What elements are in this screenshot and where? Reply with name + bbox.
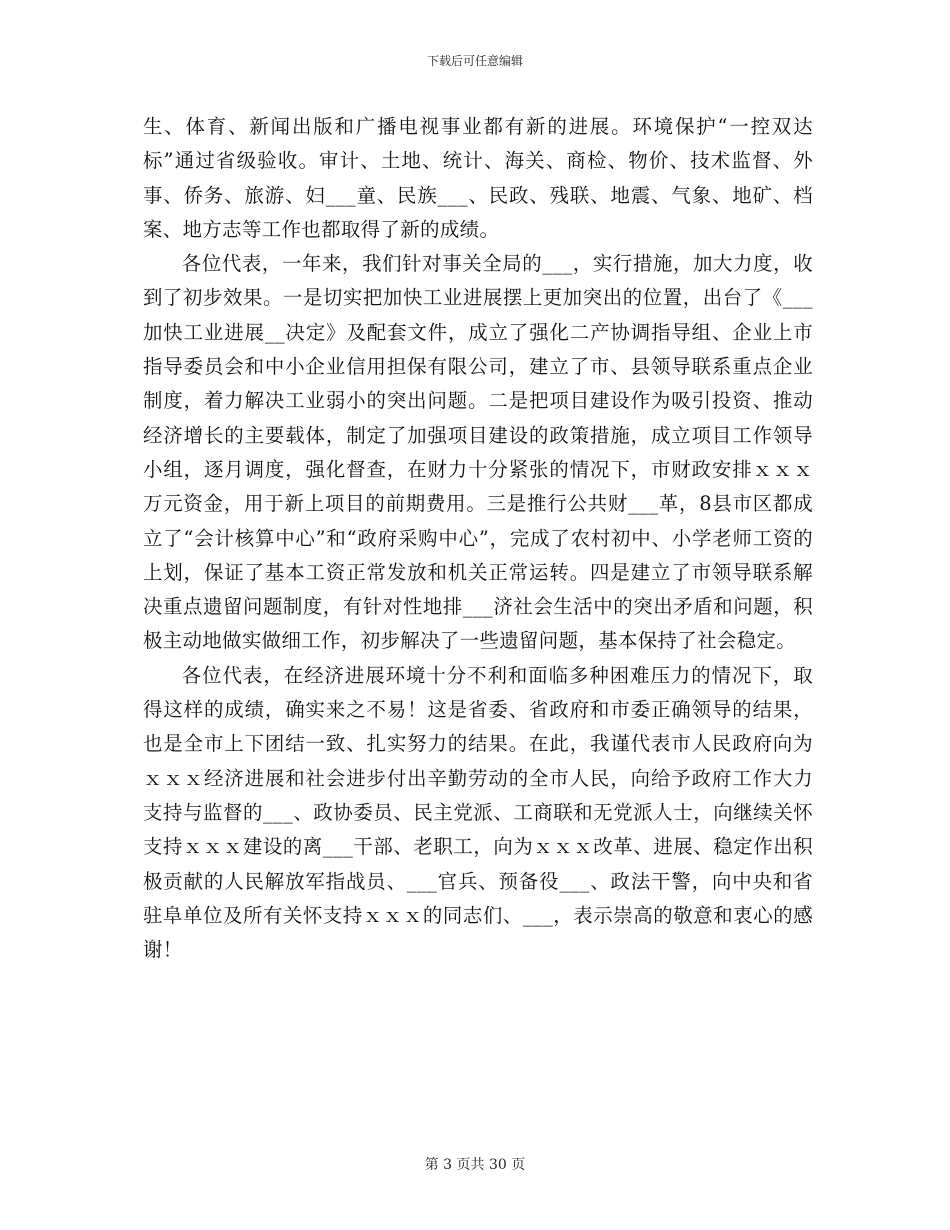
document-body [143, 110, 813, 967]
paragraph-2: 各位代表，一年来，我们针对事关全局的___，实行措施，加大力度，收到了初步效果。一是切实把加快工业进展摆上更加突出的位置，出台了《___加快工业进展__决定》及配套文件，成立了强化二产协调指导组、企业上市指导委员会和中小企业信用担保有限公司，建立了市、县领导联系重点企业制度，着力解决工业弱小的突出问题。二是把项目建设作为吸引投资、推动经济增长的主要载体，制定了加强项目建设的政策措施，成立项目工作领导小组，逐月调度，强化督查，在财力十分紧张的情况下，市财政安排ｘｘｘ万元资金，用于新上项目的前期费用。三是推行公共财___革，8县市区都成立了“会计核算中心”和“政府采购中心”，完成了农村初中、小学老师工资的上划，保证了基本工资正常发放和机关正常运转。四是建立了市领导联系解决重点遗留问题制度，有针对性地排___济社会生活中的突出矛盾和问题，积极主动地做实做细工作，初步解决了一些遗留问题，基本保持了社会稳定。 [143, 252, 813, 653]
page-header-note: 下载后可任意编辑 [426, 54, 523, 68]
paragraph-3: 各位代表，在经济进展环境十分不利和面临多种困难压力的情况下，取得这样的成绩，确实来之不易！这是省委、省政府和市委正确领导的结果，也是全市上下团结一致、扎实努力的结果。在此，我谨代表市人民政府向为ｘｘｘ经济进展和社会进步付出辛勤劳动的全市人民，向给予政府工作大力支持与监督的___、政协委员、民主党派、工商联和无党派人士，向继续关怀支持ｘｘｘ建设的离___干部、老职工，向为ｘｘｘ改革、进展、稳定作出积极贡献的人民解放军指战员、___官兵、预备役___、政法干警，向中央和省驻阜单位及所有关怀支持ｘｘｘ的同志们、___，表示崇高的敬意和衷心的感谢！ [143, 663, 813, 962]
paragraph-1: 生、体育、新闻出版和广播电视事业都有新的进展。环境保护“一控双达标”通过省级验收。审计、土地、统计、海关、商检、物价、技术监督、外事、侨务、旅游、妇___童、民族___、民政、残联、地震、气象、地矿、档案、地方志等工作也都取得了新的成绩。 [143, 115, 813, 241]
page-number: 第 3 页共 30 页 [424, 1157, 526, 1173]
